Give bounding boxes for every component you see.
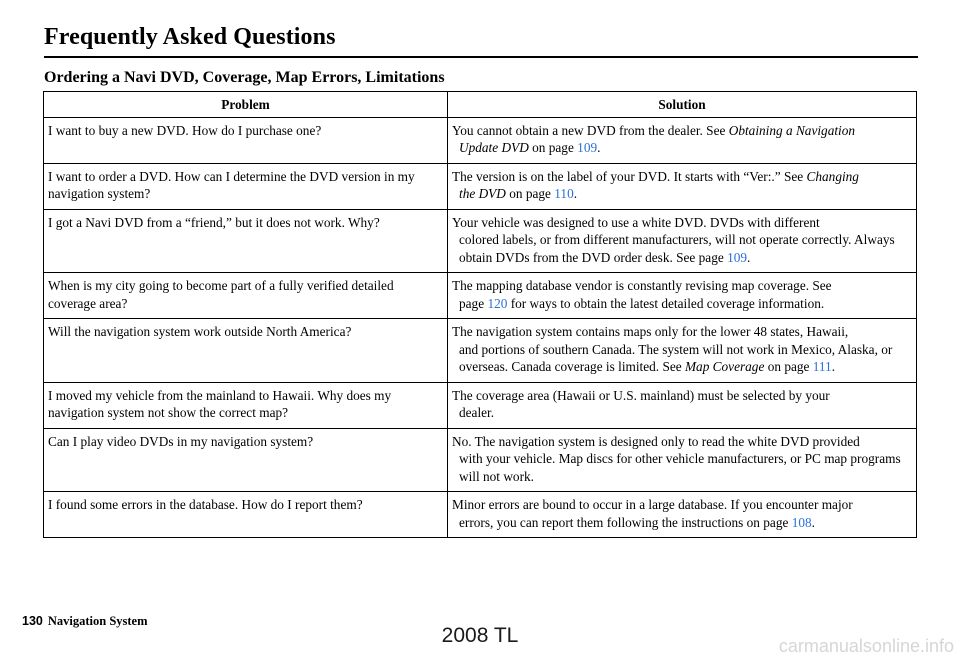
table-row (44, 492, 917, 538)
section-title: Ordering a Navi DVD, Coverage, Map Errors, Limitations (44, 69, 445, 86)
solution-first-line: Your vehicle was designed to use a white DVD. DVDs with different (452, 214, 820, 230)
solution-continuation: page 120 for ways to obtain the latest detailed coverage information. (459, 295, 825, 311)
solution-continuation: with your vehicle. Map discs for other vehicle manufacturers, or PC map programs will not work. (459, 451, 901, 484)
column-header-solution: Solution (448, 92, 917, 118)
table-row (44, 319, 917, 383)
solution-cell (448, 428, 917, 492)
table-row (44, 163, 917, 209)
footer-section-label: Navigation System (47, 614, 148, 628)
page-link[interactable]: 120 (487, 295, 508, 311)
page-link[interactable]: 111 (812, 359, 832, 374)
solution-first-line: The coverage area (Hawaii or U.S. mainland) must be selected by your (452, 387, 830, 403)
problem-cell: When is my city going to become part of a fully verified detailed coverage area? (44, 273, 448, 319)
page-link[interactable]: 109 (577, 140, 598, 155)
problem-cell: I got a Navi DVD from a “friend,” but it does not work. Why? (44, 209, 448, 273)
solution-first-line: The mapping database vendor is constantly revising map coverage. See (452, 278, 832, 293)
faq-table-body (44, 117, 917, 538)
solution-cell (448, 273, 917, 319)
table-row (44, 117, 917, 163)
watermark-model: 2008 TL (441, 624, 519, 647)
cross-reference-title: Update DVD (459, 140, 529, 155)
solution-cell (448, 209, 917, 273)
solution-first-line: You cannot obtain a new DVD from the dealer. See Obtaining a Navigation (452, 122, 856, 138)
solution-cell (448, 163, 917, 209)
cross-reference-title: the DVD (459, 186, 506, 201)
column-header-problem: Problem (44, 92, 448, 118)
problem-cell: I moved my vehicle from the mainland to Hawaii. Why does my navigation system not show the correct map? (44, 382, 448, 428)
solution-cell (448, 382, 917, 428)
problem-cell: I found some errors in the database. How do I report them? (44, 492, 448, 538)
problem-cell: Will the navigation system work outside North America? (44, 319, 448, 383)
solution-continuation: and portions of southern Canada. The system will not work in Mexico, Alaska, or overseas. Canada coverage is limited. See Map Coverage on page 111. (459, 341, 893, 374)
solution-first-line: Minor errors are bound to occur in a large database. If you encounter major (452, 497, 853, 512)
table-header-row (44, 92, 917, 118)
cross-reference-title: Changing (806, 168, 859, 184)
problem-cell: I want to buy a new DVD. How do I purchase one? (44, 117, 448, 163)
watermark-site[interactable]: carmanualsonline.info (778, 636, 954, 656)
page-link[interactable]: 108 (791, 514, 812, 530)
solution-first-line: No. The navigation system is designed only to read the white DVD provided (452, 433, 860, 449)
problem-cell: Can I play video DVDs in my navigation system? (44, 428, 448, 492)
table-row (44, 209, 917, 273)
table-row (44, 273, 917, 319)
solution-continuation: the DVD on page 110. (459, 186, 578, 201)
solution-first-line: The version is on the label of your DVD. It starts with “Ver:.” See Changing (452, 168, 859, 184)
solution-first-line: The navigation system contains maps only for the lower 48 states, Hawaii, (452, 324, 849, 339)
solution-cell (448, 319, 917, 383)
solution-continuation: colored labels, or from different manufacturers, will not operate correctly. Always obtain DVDs from the DVD order desk. See page 109. (459, 232, 895, 265)
table-row (44, 428, 917, 492)
title-divider (44, 56, 918, 58)
page-link[interactable]: 109 (727, 249, 748, 265)
page-title: Frequently Asked Questions (44, 24, 336, 50)
table-row (44, 382, 917, 428)
watermark (0, 624, 960, 656)
solution-cell (448, 117, 917, 163)
solution-cell (448, 492, 917, 538)
page-number: 130 (22, 614, 43, 628)
page-link[interactable]: 110 (554, 186, 574, 201)
cross-reference-title: Map Coverage (684, 359, 765, 374)
faq-table (43, 91, 917, 538)
solution-continuation: dealer. (459, 405, 495, 420)
solution-continuation: Update DVD on page 109. (459, 140, 601, 155)
problem-cell: I want to order a DVD. How can I determine the DVD version in my navigation system? (44, 163, 448, 209)
cross-reference-title: Obtaining a Navigation (728, 122, 856, 138)
solution-continuation: errors, you can report them following the instructions on page 108. (459, 514, 815, 530)
